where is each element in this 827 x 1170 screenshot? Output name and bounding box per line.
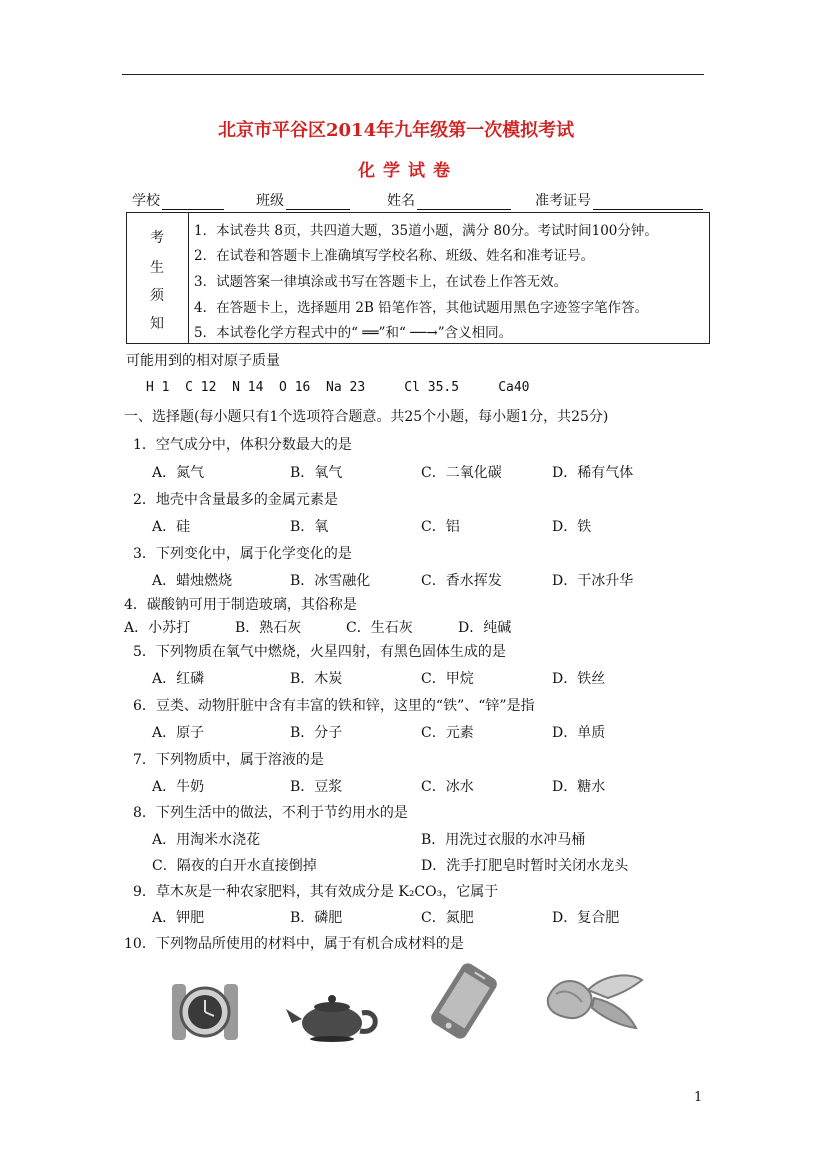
option-d: D．单质 xyxy=(552,725,606,741)
atomic-mass-heading: 可能用到的相对原子质量 xyxy=(126,353,280,369)
question-stem: 1．空气成分中，体积分数最大的是 xyxy=(133,437,352,453)
option-a: A．牛奶 xyxy=(152,779,205,795)
atomic-mass-values: H 1 C 12 N 14 O 16 Na 23 Cl 35.5 Ca40 xyxy=(146,380,530,395)
option-c: C．元素 xyxy=(421,725,474,741)
option-b: B．用洗过衣服的水冲马桶 xyxy=(421,832,586,848)
option-b: B．豆浆 xyxy=(290,779,343,795)
field-class: 班级 xyxy=(256,190,350,210)
option-a: A．钾肥 xyxy=(152,910,205,926)
question-stem: 2．地壳中含量最多的金属元素是 xyxy=(133,492,338,508)
option-d: D．干冰升华 xyxy=(552,573,634,589)
notice-label: 考 生 须 知 xyxy=(127,213,189,343)
question-stem: 8．下列生活中的做法，不利于节约用水的是 xyxy=(133,805,408,821)
scarf-icon xyxy=(542,968,646,1034)
option-d: D．糖水 xyxy=(552,779,606,795)
option-c: C．生石灰 xyxy=(346,620,413,636)
option-c: C．二氧化碳 xyxy=(421,465,502,481)
option-d: D．纯碱 xyxy=(458,620,512,636)
notice-item: 1．本试卷共 8页，共四道大题，35道小题，满分 80分。考试时间100分钟。 xyxy=(194,223,658,239)
field-exam-number: 准考证号 xyxy=(535,190,703,210)
section-heading: 一、选择题(每小题只有1个选项符合题意。共25个小题，每小题1分，共25分) xyxy=(124,409,609,425)
option-b: B．分子 xyxy=(290,725,343,741)
option-c: C．隔夜的白开水直接倒掉 xyxy=(152,858,317,874)
option-c: C．香水挥发 xyxy=(421,573,502,589)
option-c: C．氮肥 xyxy=(421,910,474,926)
field-school: 学校 xyxy=(132,190,224,210)
option-a: A．硅 xyxy=(152,519,191,535)
option-c: C．铝 xyxy=(421,519,460,535)
page-number: 1 xyxy=(694,1090,703,1105)
teapot-icon xyxy=(284,985,382,1043)
question-stem: 6．豆类、动物肝脏中含有丰富的铁和锌，这里的“铁”、“锌”是指 xyxy=(133,698,535,714)
option-c: C．冰水 xyxy=(421,779,474,795)
question-stem: 5．下列物质在氧气中燃烧，火星四射，有黑色固体生成的是 xyxy=(133,644,506,660)
option-d: D．洗手打肥皂时暂时关闭水龙头 xyxy=(421,858,629,874)
option-b: B．木炭 xyxy=(290,671,343,687)
option-a: A．红磷 xyxy=(152,671,205,687)
exam-subtitle: 化学试卷 xyxy=(358,161,458,181)
option-a: A．用淘米水浇花 xyxy=(152,832,261,848)
option-b: B．氧气 xyxy=(290,465,343,481)
watch-icon xyxy=(168,978,242,1046)
option-b: B．冰雪融化 xyxy=(290,573,371,589)
option-b: B．氧 xyxy=(290,519,329,535)
question-stem: 10．下列物品所使用的材料中，属于有机合成材料的是 xyxy=(124,936,464,952)
exam-title: 北京市平谷区2014年九年级第一次模拟考试 xyxy=(218,120,575,141)
option-d: D．复合肥 xyxy=(552,910,620,926)
question-stem: 7．下列物质中，属于溶液的是 xyxy=(133,752,324,768)
option-b: B．磷肥 xyxy=(290,910,343,926)
question-stem: 4．碳酸钠可用于制造玻璃，其俗称是 xyxy=(124,597,357,613)
header-rule xyxy=(122,74,704,75)
option-d: D．稀有气体 xyxy=(552,465,634,481)
option-a: A．氮气 xyxy=(152,465,205,481)
option-d: D．铁 xyxy=(552,519,592,535)
notice-item: 2．在试卷和答题卡上准确填写学校名称、班级、姓名和准考证号。 xyxy=(194,248,595,264)
notice-item: 4．在答题卡上，选择题用 2B 铅笔作答，其他试题用黑色字迹签字笔作答。 xyxy=(194,300,649,316)
option-d: D．铁丝 xyxy=(552,671,606,687)
option-c: C．甲烷 xyxy=(421,671,474,687)
option-a: A．小苏打 xyxy=(124,620,191,636)
field-name: 姓名 xyxy=(387,190,511,210)
notice-box xyxy=(126,212,710,344)
phone-icon xyxy=(424,960,504,1042)
option-a: A．原子 xyxy=(152,725,205,741)
option-b: B．熟石灰 xyxy=(235,620,302,636)
notice-item: 5．本试卷化学方程式中的“ ══”和“ ──→”含义相同。 xyxy=(194,325,513,341)
question-stem: 9．草木灰是一种农家肥料，其有效成分是 K₂CO₃，它属于 xyxy=(133,884,499,900)
notice-item: 3．试题答案一律填涂或书写在答题卡上，在试卷上作答无效。 xyxy=(194,274,568,290)
question-stem: 3．下列变化中，属于化学变化的是 xyxy=(133,546,352,562)
option-a: A．蜡烛燃烧 xyxy=(152,573,233,589)
